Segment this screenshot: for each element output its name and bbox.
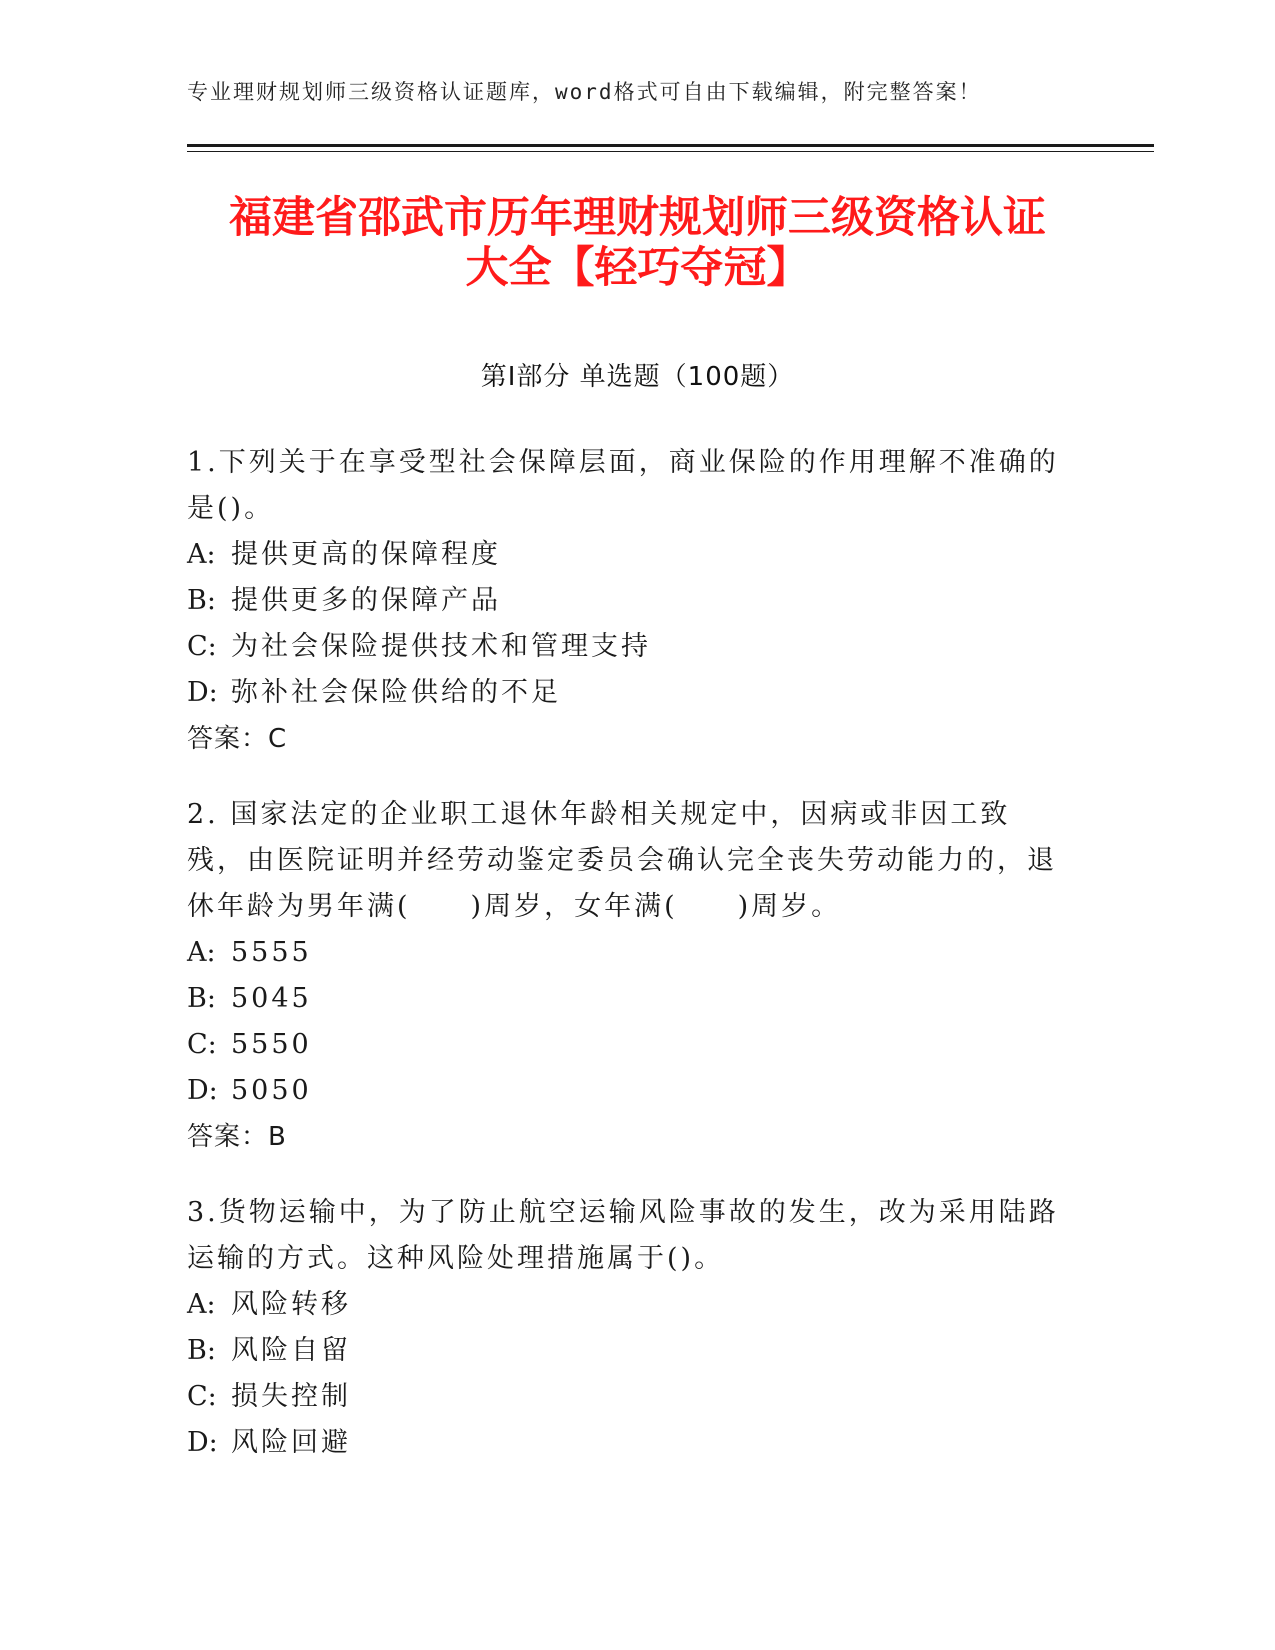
- option-text: 提供更高的保障程度: [231, 539, 501, 570]
- option-text: 风险自留: [231, 1335, 351, 1366]
- option-d: [187, 1068, 1067, 1114]
- section-heading: 第Ⅰ部分 单选题（100题）: [480, 362, 795, 392]
- option-d: [187, 670, 1067, 716]
- title-line-1: 福建省邵武市历年理财规划师三级资格认证: [229, 193, 1046, 243]
- question-list: [187, 440, 1067, 1496]
- option-text: 提供更多的保障产品: [231, 585, 501, 616]
- question-stem: 3.货物运输中，为了防止航空运输风险事故的发生，改为采用陆路运输的方式。这种风险处理措施属于()。: [187, 1197, 1059, 1274]
- option-key: B:: [187, 983, 216, 1014]
- option-c: [187, 1022, 1067, 1068]
- option-c: [187, 624, 1067, 670]
- question-1: [187, 440, 1067, 762]
- question-2: [187, 792, 1067, 1160]
- option-key: B:: [187, 585, 216, 616]
- question-stem: 2. 国家法定的企业职工退休年龄相关规定中，因病或非因工致残，由医院证明并经劳动鉴定委员会确认完全丧失劳动能力的，退休年龄为男年满( )周岁，女年满( )周岁。: [187, 799, 1057, 922]
- option-text: 5050: [231, 1075, 312, 1106]
- option-b: [187, 1328, 1067, 1374]
- option-key: C:: [187, 1029, 217, 1060]
- option-b: [187, 976, 1067, 1022]
- option-d: [187, 1420, 1067, 1466]
- option-text: 5045: [231, 983, 312, 1014]
- option-key: C:: [187, 631, 217, 662]
- option-b: [187, 578, 1067, 624]
- option-text: 损失控制: [231, 1381, 351, 1412]
- option-key: D:: [187, 677, 218, 708]
- option-text: 5555: [231, 937, 312, 968]
- option-c: [187, 1374, 1067, 1420]
- option-key: B:: [187, 1335, 216, 1366]
- option-a: [187, 532, 1067, 578]
- option-text: 5550: [231, 1029, 312, 1060]
- option-text: 弥补社会保险供给的不足: [231, 677, 561, 708]
- option-text: 为社会保险提供技术和管理支持: [231, 631, 651, 662]
- title-line-2: 大全【轻巧夺冠】: [465, 243, 810, 293]
- header-rule-thick: [187, 144, 1154, 147]
- option-text: 风险回避: [231, 1427, 351, 1458]
- header-rule-thin: [187, 151, 1154, 152]
- option-key: D:: [187, 1075, 218, 1106]
- question-stem: 1.下列关于在享受型社会保障层面，商业保险的作用理解不准确的是()。: [187, 447, 1059, 524]
- document-title: [160, 193, 1115, 293]
- option-key: C:: [187, 1381, 217, 1412]
- option-a: [187, 930, 1067, 976]
- option-text: 风险转移: [231, 1289, 351, 1320]
- answer: 答案：B: [187, 1122, 287, 1152]
- option-key: A:: [187, 539, 216, 570]
- question-3: [187, 1190, 1067, 1466]
- option-key: A:: [187, 1289, 216, 1320]
- answer: 答案：C: [187, 724, 288, 754]
- option-key: A:: [187, 937, 216, 968]
- header-note: 专业理财规划师三级资格认证题库，word格式可自由下载编辑，附完整答案！: [187, 80, 982, 104]
- option-a: [187, 1282, 1067, 1328]
- option-key: D:: [187, 1427, 218, 1458]
